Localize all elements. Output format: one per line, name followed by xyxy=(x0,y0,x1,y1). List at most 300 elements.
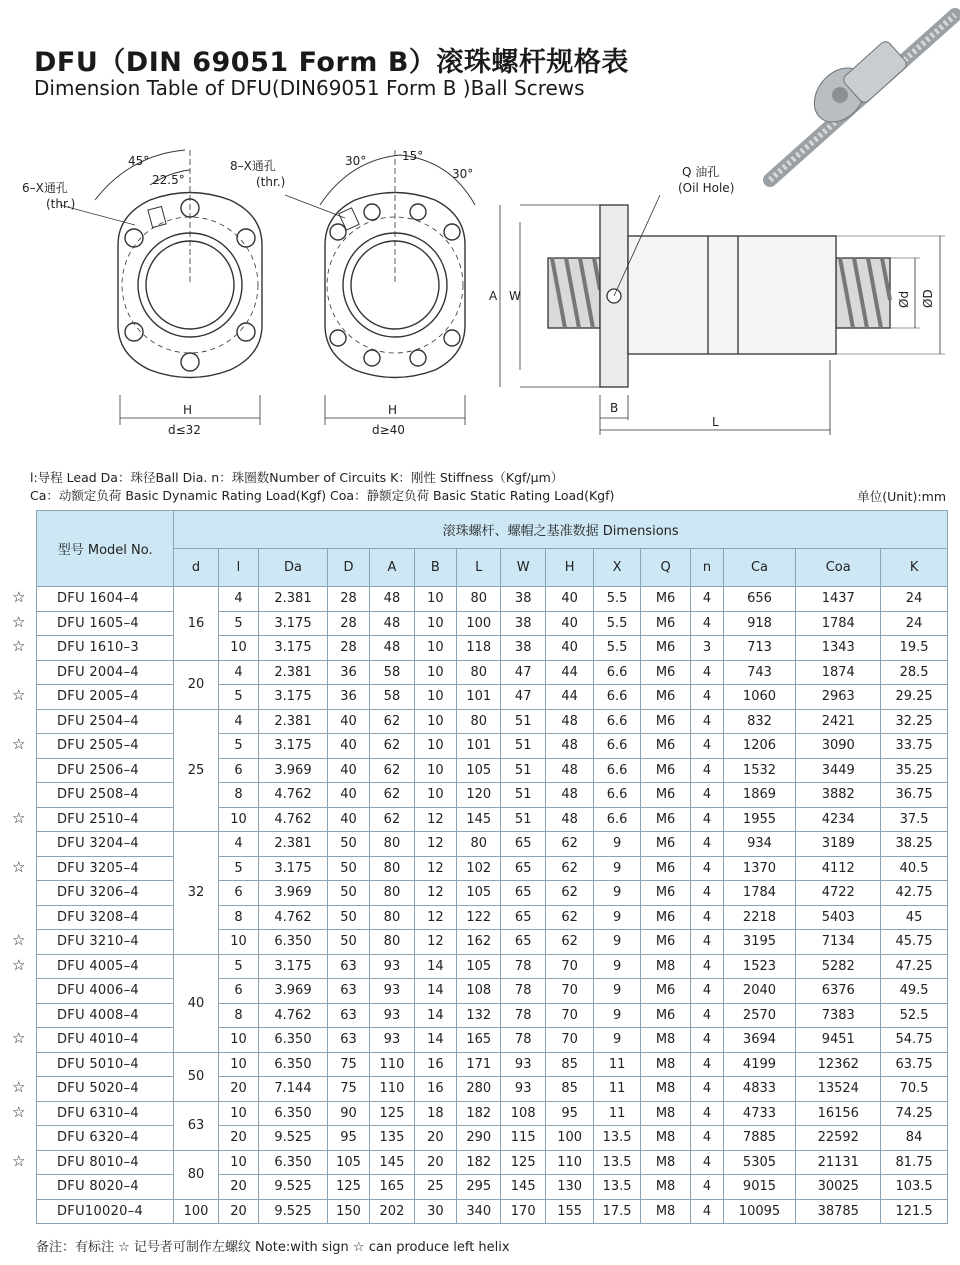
value-cell: 24 xyxy=(881,587,948,612)
model-cell: DFU 4008–4 xyxy=(37,1003,174,1028)
label-8x-thr: (thr.) xyxy=(256,175,286,189)
value-cell: 1784 xyxy=(723,881,796,906)
model-cell: DFU 3208–4 xyxy=(37,905,174,930)
value-cell: 3195 xyxy=(723,930,796,955)
table-row xyxy=(37,930,948,955)
value-cell: 3090 xyxy=(796,734,881,759)
value-cell: M6 xyxy=(640,709,690,734)
value-cell: 19.5 xyxy=(881,636,948,661)
value-cell: 38 xyxy=(501,587,545,612)
value-cell: 4 xyxy=(218,587,258,612)
footnote: 备注：有标注 ☆ 记号者可制作左螺纹 Note:with sign ☆ can produce left helix xyxy=(36,1240,510,1255)
value-cell: 62 xyxy=(545,856,593,881)
value-cell: M8 xyxy=(640,1028,690,1053)
value-cell: 47 xyxy=(501,685,545,710)
value-cell: 9015 xyxy=(723,1175,796,1200)
table-row xyxy=(37,734,948,759)
value-cell: 40 xyxy=(327,807,369,832)
value-cell: 85 xyxy=(545,1077,593,1102)
value-cell: M8 xyxy=(640,1126,690,1151)
value-cell: 80 xyxy=(457,587,501,612)
value-cell: 14 xyxy=(414,954,456,979)
column-header: A xyxy=(370,549,414,587)
value-cell: 4.762 xyxy=(259,905,328,930)
left-helix-star-icon: ☆ xyxy=(12,808,26,827)
value-cell: M6 xyxy=(640,758,690,783)
flange-view-small xyxy=(60,150,262,425)
value-cell: 170 xyxy=(501,1199,545,1224)
value-cell: 110 xyxy=(370,1077,414,1102)
value-cell: 4 xyxy=(691,930,723,955)
value-cell: M6 xyxy=(640,783,690,808)
value-cell: 8 xyxy=(218,783,258,808)
value-cell: 5 xyxy=(218,611,258,636)
value-cell: 4 xyxy=(691,1126,723,1151)
value-cell: 5403 xyxy=(796,905,881,930)
value-cell: 656 xyxy=(723,587,796,612)
model-cell: DFU10020–4 xyxy=(37,1199,174,1224)
model-cell: DFU 4006–4 xyxy=(37,979,174,1004)
value-cell: 2.381 xyxy=(259,660,328,685)
value-cell: 62 xyxy=(370,758,414,783)
column-header: W xyxy=(501,549,545,587)
value-cell: 6 xyxy=(218,758,258,783)
left-helix-star-icon: ☆ xyxy=(12,857,26,876)
table-row xyxy=(37,1003,948,1028)
value-cell: 4 xyxy=(691,832,723,857)
value-cell: 20 xyxy=(218,1077,258,1102)
label-d-large: ØD xyxy=(921,289,935,308)
left-helix-star-icon: ☆ xyxy=(12,1102,26,1121)
dimension-table xyxy=(36,510,948,1224)
value-cell: 9 xyxy=(594,930,640,955)
value-cell: 37.5 xyxy=(881,807,948,832)
value-cell: 70.5 xyxy=(881,1077,948,1102)
d-cell: 40 xyxy=(174,954,218,1052)
value-cell: 6 xyxy=(218,881,258,906)
model-cell: DFU 6320–4 xyxy=(37,1126,174,1151)
label-6x-thr: (thr.) xyxy=(46,197,76,211)
value-cell: 24 xyxy=(881,611,948,636)
value-cell: 2421 xyxy=(796,709,881,734)
table-row xyxy=(37,783,948,808)
value-cell: 10 xyxy=(414,685,456,710)
value-cell: 290 xyxy=(457,1126,501,1151)
value-cell: 4 xyxy=(691,1028,723,1053)
value-cell: 105 xyxy=(327,1150,369,1175)
value-cell: 4 xyxy=(218,709,258,734)
value-cell: 45.75 xyxy=(881,930,948,955)
value-cell: 58 xyxy=(370,685,414,710)
table-row xyxy=(37,1028,948,1053)
value-cell: 47 xyxy=(501,660,545,685)
value-cell: 65 xyxy=(501,905,545,930)
left-helix-star-icon: ☆ xyxy=(12,1151,26,1170)
value-cell: 29.25 xyxy=(881,685,948,710)
value-cell: 10095 xyxy=(723,1199,796,1224)
value-cell: 4 xyxy=(691,905,723,930)
value-cell: 13524 xyxy=(796,1077,881,1102)
table-row xyxy=(37,1052,948,1077)
table-row xyxy=(37,636,948,661)
value-cell: 10 xyxy=(414,783,456,808)
value-cell: 93 xyxy=(370,1003,414,1028)
label-8x-holes: 8–X通孔 xyxy=(230,159,276,173)
column-header: K xyxy=(881,549,948,587)
value-cell: 6.6 xyxy=(594,734,640,759)
value-cell: 70 xyxy=(545,1028,593,1053)
table-row xyxy=(37,1101,948,1126)
value-cell: 20 xyxy=(218,1126,258,1151)
value-cell: 6.6 xyxy=(594,685,640,710)
value-cell: 74.25 xyxy=(881,1101,948,1126)
value-cell: 3.969 xyxy=(259,758,328,783)
value-cell: 8 xyxy=(218,1003,258,1028)
value-cell: 295 xyxy=(457,1175,501,1200)
value-cell: 11 xyxy=(594,1052,640,1077)
value-cell: 102 xyxy=(457,856,501,881)
value-cell: 12 xyxy=(414,832,456,857)
value-cell: 4.762 xyxy=(259,807,328,832)
page-title-en: Dimension Table of DFU(DIN69051 Form B )Ball Screws xyxy=(34,76,585,100)
value-cell: 3.969 xyxy=(259,881,328,906)
value-cell: 105 xyxy=(457,954,501,979)
value-cell: 16 xyxy=(414,1077,456,1102)
value-cell: 52.5 xyxy=(881,1003,948,1028)
unit-label: 单位(Unit):mm xyxy=(857,489,946,504)
value-cell: 2570 xyxy=(723,1003,796,1028)
value-cell: 171 xyxy=(457,1052,501,1077)
value-cell: 38785 xyxy=(796,1199,881,1224)
value-cell: 9 xyxy=(594,905,640,930)
column-header-row xyxy=(37,549,948,587)
value-cell: 50 xyxy=(327,856,369,881)
value-cell: 4 xyxy=(218,832,258,857)
value-cell: 6 xyxy=(218,979,258,1004)
table-row xyxy=(37,1077,948,1102)
model-cell: DFU 2508–4 xyxy=(37,783,174,808)
value-cell: 20 xyxy=(218,1199,258,1224)
value-cell: 40.5 xyxy=(881,856,948,881)
value-cell: 101 xyxy=(457,685,501,710)
d-cell: 50 xyxy=(174,1052,218,1101)
value-cell: 4 xyxy=(691,709,723,734)
nut-side-view xyxy=(500,195,945,435)
value-cell: 10 xyxy=(414,611,456,636)
value-cell: 918 xyxy=(723,611,796,636)
value-cell: 93 xyxy=(370,1028,414,1053)
value-cell: 155 xyxy=(545,1199,593,1224)
value-cell: 145 xyxy=(370,1150,414,1175)
label-mid-h: H xyxy=(388,403,398,417)
value-cell: 3.175 xyxy=(259,954,328,979)
value-cell: 51 xyxy=(501,709,545,734)
label-angle-45: 45° xyxy=(128,154,150,168)
legend-line-2: Ca：动额定负荷 Basic Dynamic Rating Load(Kgf) Coa：静额定负荷 Basic Static Rating Load(Kgf) xyxy=(30,488,615,503)
value-cell: 51 xyxy=(501,758,545,783)
value-cell: 4 xyxy=(691,856,723,881)
value-cell: 135 xyxy=(370,1126,414,1151)
table-row xyxy=(37,611,948,636)
value-cell: 3449 xyxy=(796,758,881,783)
value-cell: 48 xyxy=(545,783,593,808)
value-cell: 3.175 xyxy=(259,636,328,661)
value-cell: 10 xyxy=(218,807,258,832)
value-cell: 40 xyxy=(327,709,369,734)
value-cell: 100 xyxy=(457,611,501,636)
value-cell: 70 xyxy=(545,954,593,979)
value-cell: 3189 xyxy=(796,832,881,857)
value-cell: 150 xyxy=(327,1199,369,1224)
value-cell: 2040 xyxy=(723,979,796,1004)
value-cell: 2.381 xyxy=(259,587,328,612)
table-row xyxy=(37,685,948,710)
d-cell: 100 xyxy=(174,1199,218,1224)
label-oil-hole-cn: Q 油孔 xyxy=(682,165,720,179)
value-cell: 4.762 xyxy=(259,1003,328,1028)
value-cell: 4 xyxy=(691,587,723,612)
value-cell: 95 xyxy=(327,1126,369,1151)
value-cell: 4.762 xyxy=(259,783,328,808)
value-cell: 4733 xyxy=(723,1101,796,1126)
value-cell: 4112 xyxy=(796,856,881,881)
value-cell: 10 xyxy=(414,709,456,734)
value-cell: M6 xyxy=(640,587,690,612)
value-cell: 1955 xyxy=(723,807,796,832)
value-cell: 51 xyxy=(501,734,545,759)
value-cell: 5282 xyxy=(796,954,881,979)
label-angle-22-5: 22.5° xyxy=(152,173,185,187)
value-cell: M8 xyxy=(640,1175,690,1200)
value-cell: 7134 xyxy=(796,930,881,955)
value-cell: M6 xyxy=(640,734,690,759)
value-cell: 5.5 xyxy=(594,587,640,612)
flange-view-large xyxy=(285,150,475,425)
value-cell: 38 xyxy=(501,611,545,636)
column-header: L xyxy=(457,549,501,587)
value-cell: 110 xyxy=(545,1150,593,1175)
value-cell: 9.525 xyxy=(259,1199,328,1224)
value-cell: 5.5 xyxy=(594,611,640,636)
value-cell: 58 xyxy=(370,660,414,685)
value-cell: 20 xyxy=(218,1175,258,1200)
value-cell: 10 xyxy=(414,587,456,612)
value-cell: 165 xyxy=(457,1028,501,1053)
d-cell: 16 xyxy=(174,587,218,661)
value-cell: 5 xyxy=(218,954,258,979)
value-cell: 48 xyxy=(370,611,414,636)
value-cell: 62 xyxy=(545,905,593,930)
value-cell: 125 xyxy=(370,1101,414,1126)
model-cell: DFU 2504–4 xyxy=(37,709,174,734)
value-cell: 10 xyxy=(414,636,456,661)
d-cell: 63 xyxy=(174,1101,218,1150)
table-row xyxy=(37,807,948,832)
value-cell: 743 xyxy=(723,660,796,685)
value-cell: 6.6 xyxy=(594,807,640,832)
table-row xyxy=(37,1175,948,1200)
value-cell: 51 xyxy=(501,807,545,832)
value-cell: 10 xyxy=(414,734,456,759)
value-cell: 54.75 xyxy=(881,1028,948,1053)
value-cell: 14 xyxy=(414,979,456,1004)
value-cell: 118 xyxy=(457,636,501,661)
value-cell: 4 xyxy=(691,1052,723,1077)
value-cell: 8 xyxy=(218,905,258,930)
value-cell: 934 xyxy=(723,832,796,857)
value-cell: 1874 xyxy=(796,660,881,685)
value-cell: 85 xyxy=(545,1052,593,1077)
left-helix-star-icon: ☆ xyxy=(12,931,26,949)
column-header: l xyxy=(218,549,258,587)
value-cell: 44 xyxy=(545,685,593,710)
value-cell: 33.75 xyxy=(881,734,948,759)
value-cell: 48 xyxy=(545,709,593,734)
value-cell: 65 xyxy=(501,930,545,955)
value-cell: 1532 xyxy=(723,758,796,783)
value-cell: 3.175 xyxy=(259,611,328,636)
value-cell: 1343 xyxy=(796,636,881,661)
model-cell: DFU 2005–4 xyxy=(37,685,174,710)
value-cell: 81.75 xyxy=(881,1150,948,1175)
model-cell: DFU 1605–4 xyxy=(37,611,174,636)
value-cell: 4833 xyxy=(723,1077,796,1102)
value-cell: 103.5 xyxy=(881,1175,948,1200)
value-cell: M6 xyxy=(640,1003,690,1028)
value-cell: 3694 xyxy=(723,1028,796,1053)
value-cell: 12 xyxy=(414,856,456,881)
value-cell: 6.350 xyxy=(259,1101,328,1126)
value-cell: 42.75 xyxy=(881,881,948,906)
model-cell: DFU 2506–4 xyxy=(37,758,174,783)
left-helix-star-icon: ☆ xyxy=(12,588,26,606)
column-header: X xyxy=(594,549,640,587)
label-mid-cond: d≥40 xyxy=(372,423,405,437)
value-cell: 62 xyxy=(370,783,414,808)
value-cell: 25 xyxy=(414,1175,456,1200)
value-cell: 80 xyxy=(370,832,414,857)
value-cell: 78 xyxy=(501,954,545,979)
value-cell: 202 xyxy=(370,1199,414,1224)
value-cell: 1206 xyxy=(723,734,796,759)
value-cell: 80 xyxy=(457,832,501,857)
value-cell: 4 xyxy=(691,807,723,832)
value-cell: 49.5 xyxy=(881,979,948,1004)
value-cell: M8 xyxy=(640,1077,690,1102)
table-row xyxy=(37,587,948,612)
model-cell: DFU 2505–4 xyxy=(37,734,174,759)
value-cell: 6.6 xyxy=(594,709,640,734)
value-cell: 6.350 xyxy=(259,1028,328,1053)
value-cell: 48 xyxy=(545,758,593,783)
value-cell: M8 xyxy=(640,1101,690,1126)
value-cell: 9451 xyxy=(796,1028,881,1053)
table-row xyxy=(37,881,948,906)
value-cell: 1370 xyxy=(723,856,796,881)
value-cell: 4 xyxy=(691,1101,723,1126)
value-cell: 6.6 xyxy=(594,660,640,685)
table-row xyxy=(37,905,948,930)
left-helix-star-icon: ☆ xyxy=(12,735,26,753)
value-cell: 48 xyxy=(545,807,593,832)
value-cell: 50 xyxy=(327,905,369,930)
label-angle-15: 15° xyxy=(402,149,424,163)
label-angle-30b: 30° xyxy=(452,167,474,181)
value-cell: 182 xyxy=(457,1101,501,1126)
value-cell: M8 xyxy=(640,1052,690,1077)
value-cell: 6.6 xyxy=(594,758,640,783)
value-cell: 6.350 xyxy=(259,930,328,955)
value-cell: 10 xyxy=(414,758,456,783)
label-w: W xyxy=(509,289,521,303)
value-cell: 14 xyxy=(414,1028,456,1053)
value-cell: 36 xyxy=(327,660,369,685)
value-cell: 12 xyxy=(414,807,456,832)
value-cell: 10 xyxy=(218,930,258,955)
value-cell: 80 xyxy=(370,856,414,881)
value-cell: 2218 xyxy=(723,905,796,930)
value-cell: M6 xyxy=(640,930,690,955)
label-b: B xyxy=(610,401,619,415)
value-cell: 4 xyxy=(691,1175,723,1200)
value-cell: 36 xyxy=(327,685,369,710)
value-cell: 130 xyxy=(545,1175,593,1200)
value-cell: 48 xyxy=(370,587,414,612)
value-cell: 12362 xyxy=(796,1052,881,1077)
value-cell: 22592 xyxy=(796,1126,881,1151)
value-cell: 50 xyxy=(327,832,369,857)
value-cell: 35.25 xyxy=(881,758,948,783)
value-cell: 5 xyxy=(218,734,258,759)
value-cell: 28 xyxy=(327,611,369,636)
table-row xyxy=(37,856,948,881)
value-cell: 9 xyxy=(594,832,640,857)
model-cell: DFU 6310–4 xyxy=(37,1101,174,1126)
model-cell: DFU 4010–4 xyxy=(37,1028,174,1053)
value-cell: 4 xyxy=(691,1199,723,1224)
label-6x-holes: 6–X通孔 xyxy=(22,181,68,195)
value-cell: 125 xyxy=(501,1150,545,1175)
value-cell: 9.525 xyxy=(259,1126,328,1151)
value-cell: 10 xyxy=(218,1150,258,1175)
value-cell: 9 xyxy=(594,954,640,979)
value-cell: 5.5 xyxy=(594,636,640,661)
value-cell: 17.5 xyxy=(594,1199,640,1224)
column-header: B xyxy=(414,549,456,587)
value-cell: 100 xyxy=(545,1126,593,1151)
model-cell: DFU 3205–4 xyxy=(37,856,174,881)
table-row xyxy=(37,709,948,734)
value-cell: 182 xyxy=(457,1150,501,1175)
value-cell: 1437 xyxy=(796,587,881,612)
value-cell: 80 xyxy=(457,660,501,685)
label-d-small: Ød xyxy=(897,290,911,308)
value-cell: 7383 xyxy=(796,1003,881,1028)
value-cell: 38.25 xyxy=(881,832,948,857)
value-cell: 78 xyxy=(501,1028,545,1053)
value-cell: 4234 xyxy=(796,807,881,832)
value-cell: 62 xyxy=(545,881,593,906)
value-cell: M8 xyxy=(640,954,690,979)
value-cell: 40 xyxy=(545,587,593,612)
label-left-h: H xyxy=(183,403,193,417)
value-cell: 4 xyxy=(691,1003,723,1028)
value-cell: 62 xyxy=(370,807,414,832)
value-cell: 90 xyxy=(327,1101,369,1126)
table-row xyxy=(37,979,948,1004)
value-cell: 165 xyxy=(370,1175,414,1200)
label-angle-30a: 30° xyxy=(345,154,367,168)
